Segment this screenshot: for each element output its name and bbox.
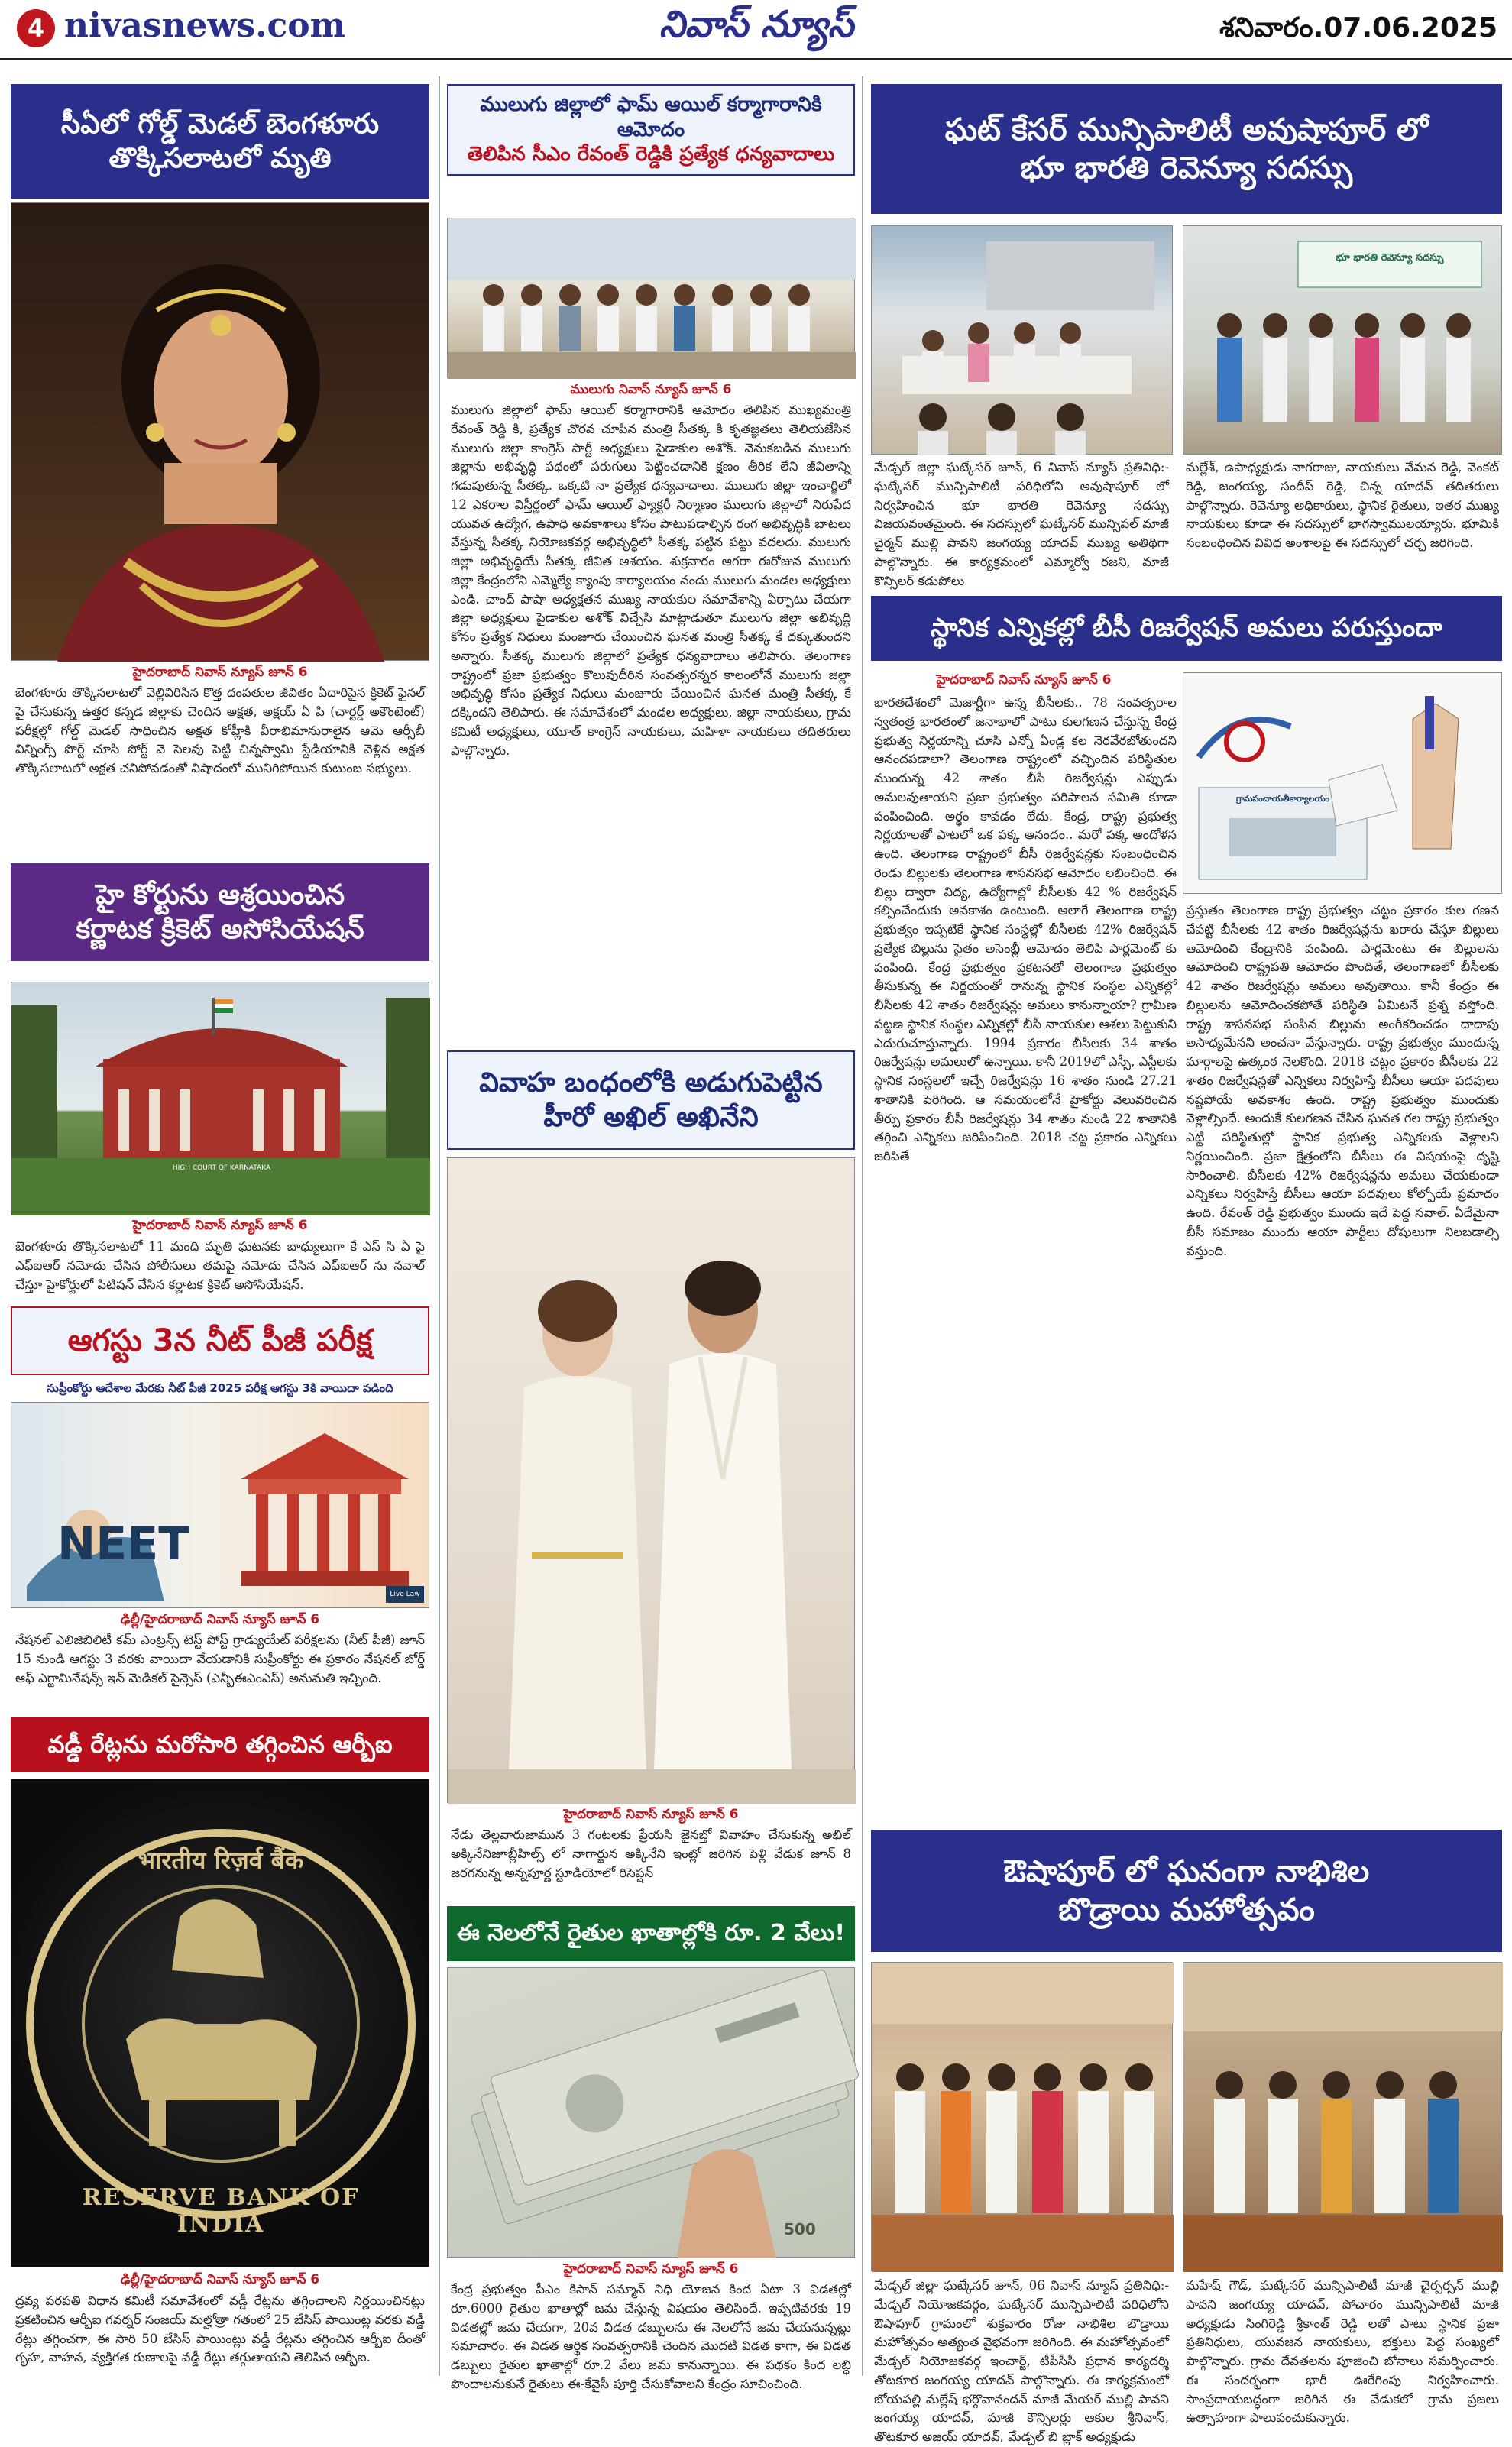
bc-dateline: హైదరాబాద్ నివాస్ న్యూస్ జూన్ 6 xyxy=(936,672,1112,688)
page-number-badge: 4 xyxy=(17,9,55,47)
bonalu-body-right: మహేష్ గౌడ్, ఘట్కేసర్ మున్సిపాలిటీ మాజీ చైర్పర్సన్ ముల్లి పావని జంగయ్య యాదవ్, పోచారం మున్సిపాలిటీ మాజీ అధ్యక్షుడు సింగిరెడ్డి శ్రీకాంత్ రెడ్డి లతో పాటు స్థానిక ప్రజా ప్రతినిధులు, యువజన నాయకులు, భక్తులు పెద్ద సంఖ్యలో పాల్గొన్నారు. గ్రామ దేవతలను పూజించి బోనాలు సమర్పించారు. ఈ సందర్భంగా భారీ ఊరేగింపు నిర్వహించారు. సాంప్రదాయబద్ధంగా జరిగిన ఈ వేడుకలో గ్రామ ప్రజలు ఉత్సాహంగా పాలుపంచుకున్నారు. xyxy=(1186,2278,1499,2426)
column-rule xyxy=(439,76,440,2376)
note-denomination: 500 xyxy=(784,2220,816,2238)
rbi-headline: వడ్డీ రేట్లను మరోసారి తగ్గించిన ఆర్బీఐ xyxy=(11,1717,429,1772)
headline-line: తొక్కిసలాటలో మృతి xyxy=(108,143,332,174)
neet-dateline: ఢిల్లీ/హైదరాబాద్ నివాస్ న్యూస్ జూన్ 6 xyxy=(120,1612,320,1627)
panchayat-voting-photo xyxy=(1183,672,1502,894)
paper-logo: నివాస్ న్యూస్ xyxy=(659,3,854,46)
currency-notes-photo xyxy=(447,1967,855,2258)
farmers-headline: ఈ నెలలోనే రైతుల ఖాతాల్లోకి రూ. 2 వేలు! xyxy=(447,1906,855,1961)
court-sign: HIGH COURT OF KARNATAKA xyxy=(172,1164,271,1172)
panchayat-sign: గ్రామపంచాయతీకార్యాలయం xyxy=(1235,794,1330,804)
mulugu-group-photo xyxy=(447,218,855,378)
headline-line: ఔషాపూర్ లో ఘనంగా నాభిశిల xyxy=(1003,1854,1370,1889)
gold-medal-headline xyxy=(11,84,429,199)
gold-medal-body: బెంగళూరు తొక్కిసలాటలో వెల్లివిరిసిన కొత్త దంపతుల జీవితం ఏదారిపైన క్రికెట్ ఫైనల్ పై చేసుకున్న ఉత్తర కన్నడ జిల్లాకు చెందిన అక్షత, అక్షయ్ ఏ పి (చార్టర్డ్ అకౌంటెంట్) పరీక్షల్లో గోల్డ్ మెడల్ సాధించిన అక్షత కోహ్లీకి వీరాభిమానురాలైన ఆమె ఆర్సీబీ విన్నింగ్స్ పొర్ట్ చూసి పోర్ట్ వె సెలవు పెట్టి చిన్నస్వామి స్టేడియానికి వెళ్లిన అక్షత తొక్కిసలాటలో అక్షత చనిపోవడంతో విషాదంలో మునిగిపోయిన కుటుంబ సభ్యులు. xyxy=(15,685,425,775)
rbi-seal-photo xyxy=(11,1779,429,2267)
bonalu-body-left: మేడ్చల్ జిల్లా ఘట్కేసర్ జూన్, 06 నివాస్ న్యూస్ ప్రతినిధి:- మేడ్చల్ నియోజకవర్గం, ఘట్కేసర్ మున్సిపాలిటీ పరిధిలోని ఔషాపూర్ గ్రామంలో శుక్రవారం రోజు నాభిశిల బొడ్రాయి మహోత్సవం అత్యంత వైభవంగా జరిగింది. ఈ మహోత్సవంలో మేడ్చల్ నియోజకవర్గ ఇంచార్జ్, టీపీసీసీ ప్రధాన కార్యదర్శి తోటకూర జంగయ్య యాదవ్ పాల్గొన్నారు. ఈ కార్యక్రమంలో బోయపల్లి మల్లేష్ భర్గొవానందన్ మాజీ మేయర్ ముల్లి పావని జంగయ్య యాదవ్, మాజీ కౌన్సిలర్లు ఆకుల శ్రీనివాస్, తొటకూర అజయ్ యాదవ్, మేడ్చల్ బి బ్లాక్ అధ్యక్షుడు xyxy=(874,2278,1169,2444)
rbi-seal-top-text: भारतीय रिज़र्व बैंक xyxy=(138,1846,304,1875)
mulugu-dateline: ములుగు నివాస్ న్యూస్ జూన్ 6 xyxy=(570,382,732,397)
meeting-illustration xyxy=(872,226,1174,455)
bc-body-left: భారతదేశంలో మెజార్టీగా ఉన్న బీసీలకు.. 78 సంవత్సరాల స్వతంత్ర భారతంలో జనాభాలో పాటు కులగణన చేస్తున్న కేంద్ర ప్రభుత్వ నిర్ణయాన్ని చూసి ఎన్నో ఏండ్ల కల నెరవేరబోతుందని ఆనందపడాలా? తెలంగాణ రాష్ట్రంలో వచ్చిందిన పరిస్థితుల ముందున్న 42 శాతం బీసీ రిజర్వేషన్లు ఎప్పుడు అమలవుతాయని ప్రజా ప్రభుత్వం పరిపాలన సమితి కూడా పంపించింది. అర్థం కావడం లేదు. కేంద్ర, రాష్ట్ర ప్రభుత్వ నిర్ణయాలతో పాటలో ఒక పక్క ఆనందం.. మరో పక్క ఆందోళన ఉంది. తెలంగాణ రాష్ట్రంలో బీసీ రిజర్వేషన్లకు సంబంధించిన రెండు బిల్లులకు తెలంగాణ శాసనసభ ఆమోదం లభించింది. ఈ బిల్లు ద్వారా విద్య, ఉద్యోగాల్లో బీసీలకు 42 % రిజర్వేషన్ కల్పించేందుకు అవకాశం ఉంటుంది. అలాగే తెలంగాణ రాష్ట్ర ప్రభుత్వం ఇప్పటికే స్థానిక సంస్థల్లో బీసీలకు 42% రిజర్వేషన్ ప్రత్యేక బిల్లును సైతం అసెంబ్లీ ఆమోదం తెలిపి పార్లమెంట్ కు పంపింది. కేంద్ర ప్రభుత్వం ప్రకటనతో తెలంగాణ ప్రభుత్వం తీసుకున్న ఈ నిర్ణయంతో రానున్న స్థానిక సంస్థల ఎన్నికల్లో బీసీలకు 42 శాతం రిజర్వేషన్లు అమలు కానున్నాయా? గ్రామీణ పట్టణ స్థానిక సంస్థల ఎన్నికల్లో బీసీ నాయకుల ఆశలు పెట్టుకుని ఎదురుచూస్తున్నారు. 1994 ప్రకారం బీసీలకు 34 శాతం రిజర్వేషన్లు అమలులో ఉన్నాయి. కానీ 2019లో ఎస్సీ, ఎస్టీలకు స్థానిక సంస్థలలో ఇచ్చే రిజర్వేషన్లు 16 శాతం నుండి 27.21 శాతానికి పెరిగింది. ఆ సమయంలోనే హైకోర్టు వెలువరించిన తీర్పు ప్రకారం బీసీ రిజర్వేషన్లు 34 శాతం నుండి 22 శాతానికి తగ్గించి ఎన్నికలు జరిపించింది. 2018 చట్ట ప్రకారం ఎన్నికలు జరిపితే xyxy=(874,695,1177,1164)
site-name[interactable]: nivasnews.com xyxy=(64,6,346,45)
festival-crowd-photo-2 xyxy=(1183,1962,1502,2271)
headline-line: సీఏలో గోల్డ్ మెడల్ బెంగళూరు xyxy=(60,108,380,140)
akhil-body: నేడు తెల్లవారుజామున 3 గంటలకు ప్రేయసి జైనబ్తో వివాహం చేసుకున్న అఖిల్ అక్కినేనిజూబ్లీహిల్స్ లో నాగార్జున అక్కినేని ఇంట్లో జరిగిన పెళ్లి వేడుక జూన్ 8 జరగనున్న అన్నపూర్ణ స్టూడియోలో రిసెప్షన్ xyxy=(451,1827,851,1880)
column-rule xyxy=(862,76,863,2376)
neet-body: నేషనల్ ఎలిజిబిలిటీ కమ్ ఎంట్రన్స్ టెస్ట్ పోస్ట్ గ్రాడ్యుయేట్ పరీక్షలను (నీట్ పీజీ) జూన్ 15 నుండి ఆగస్టు 3 వరకు వాయిదా వేయడానికి సుప్రీంకోర్టు ఈ ప్రకారం నేషనల్ బోర్డ్ ఆఫ్ ఎగ్జామినేషన్స్ ఇన్ మెడికల్ సైన్సెస్ (ఎన్బీఈఎంఎస్) అనుమతి ఇచ్చింది. xyxy=(15,1633,425,1685)
mulugu-headline xyxy=(447,84,855,176)
revenue-officials-photo xyxy=(1183,225,1502,455)
festival-crowd-photo-1 xyxy=(871,1962,1173,2271)
ghatkesar-headline xyxy=(871,84,1502,214)
live-law-badge: Live Law xyxy=(386,1586,424,1603)
rbi-dateline: ఢిల్లీ/హైదరాబాద్ నివాస్ న్యూస్ జూన్ 6 xyxy=(120,2272,320,2287)
revenue-meeting-photo xyxy=(871,225,1173,455)
bonalu-headline xyxy=(871,1830,1502,1952)
ghatkesar-body-right: మల్లేశ్, ఉపాధ్యక్షుడు నాగరాజు, నాయకులు వేమన రెడ్డి, వెంకట్ రెడ్డి, జంగయ్య, సందీప్ రెడ్డి, చిన్న యాదవ్ తదితరులు పాల్గొన్నారు. రెవెన్యూ అధికారులు, స్థానిక రైతులు, ఇతర ముఖ్య నాయకులు కూడా ఈ సదస్సులో భాగస్వాములయ్యారు. భూమికి సంబంధించిన వివిధ అంశాలపై ఈ సదస్సులో చర్చ జరిగింది. xyxy=(1186,460,1499,550)
neet-supreme-court-photo xyxy=(11,1402,429,1608)
bride-portrait-illustration xyxy=(11,203,430,662)
neet-headline: ఆగస్టు 3న నీట్ పీజీ పరీక్ష xyxy=(11,1306,429,1375)
neet-illustration xyxy=(11,1403,430,1609)
headline-line: వివాహ బంధంలోకి అడుగుపెట్టిన xyxy=(479,1067,823,1099)
mulugu-body: ములుగు జిల్లాలో ఫామ్ ఆయిల్ కర్మాగారానికి ఆమోదం తెలిపిన ముఖ్యమంత్రి రేవంత్ రెడ్డి కి, ప్రత్యేక చొరవ చూపిన మంత్రి సీతక్క కి కృతజ్ఞతలు తెలియజేసిన ములుగు జిల్లా కాంగ్రెస్ పార్టీ అధ్యక్షులు పైడాకుల అశోక్. వెనుకబడిన ములుగు జిల్లాను అభివృద్ధి పథంలో పరుగులు పెట్టించడానికి క్షణం తీరిక లేని జీవితాన్ని గడుపుతున్న సీతక్క. ఒక్కటి నా ప్రత్యేక ధన్యవాదాలు. ములుగు జిల్లా ఇంచార్జిలో 12 ఎకరాల విస్తీర్ణంలో ఫామ్ ఆయిల్ ఫ్యాక్టరీ నిర్మాణం ములుగు జిల్లాలో నిరుపేద యువత ఉద్యోగ, ఉపాధి అవకాశాలు కోసం పాటుపడాల్సిన రంగ అభివృద్ధికి బాటలు వేస్తున్న సీతక్క నియోజకవర్గ అభివృద్ధిలో సీతక్క పట్టిన పట్టు వదలదు. ములుగు జిల్లా అభివృద్ధియే సీతక్క జీవిత ఆశయం. శుక్రవారం ఆగరా ఈరోజున ములుగు జిల్లా కేంద్రంలోని ఎమ్మెల్యే క్యాంపు కార్యాలయం నందు ములుగు మండల అధ్యక్షులు ఎండి. చాంద్ పాషా అధ్యక్షతన ముఖ్య నాయకుల సమావేశాన్ని ఏర్పాటు చేయగా జిల్లా అధ్యక్షులు పైడాకుల అశోక్ విచ్చేసి మాట్లాడుతూ ములుగు జిల్లా అభివృద్ధి కోసం ప్రత్యేక నిధులు మంజూరు చేయించిన ఘనత మంత్రి సీతక్క కే దక్కుతుందని అన్నారు. సీతక్క ములుగు జిల్లాలో ప్రత్యేక ధన్యవాదాలు తెలిపారు. తెలంగాణ రాష్ట్రంలో ప్రజా ప్రభుత్వం కొలువుదీరిన సంవత్సరన్నర కాలంలోనే ములుగు జిల్లా అభివృద్ధి కోసం ప్రత్యేక నిధులు మంజూరు చేయించిన ఘనత మంత్రి సీతక్క కే దక్కిందని తెలిపారు. ఈ సమావేశంలో మండల అధ్యక్షులు, జిల్లా నాయకులు, గ్రామ కమిటీ అధ్యక్షులు, యూత్ కాంగ్రెస్ నాయకులు, మహిళా నాయకులు తదితరులు పాల్గొన్నారు. xyxy=(451,403,851,758)
headline-line: బొడ్రాయి మహోత్సవం xyxy=(1058,1892,1315,1927)
revenue-banner-text: భూ భారతి రెవెన్యూ సదస్సు xyxy=(1336,252,1444,264)
headline-line: కర్ణాటక క్రికెట్ అసోసియేషన్ xyxy=(76,914,364,945)
farmers-body: కేంద్ర ప్రభుత్వం పీఎం కిసాన్ సమ్మాన్ నిధి యోజన కింద ఏటా 3 విడతల్లో రూ.6000 రైతుల ఖాతాల్లో జమ చేస్తున్న విషయం తెలిసిందే. ఇప్పటివరకు 19 విడతల్లో జమ చేయగా, 20వ విడత డబ్బులను ఈ నెలలోనే జమ చేయనున్నట్లు సమాచారం. ఈ విడత ఆర్థిక సంవత్సరానికి చెందిన మొదటి విడత కాగా, ఈ విడత డబ్బులు రైతుల ఖాతాల్లో రూ.2 వేలు జమ కానున్నాయి. ఈ పథకం కింద లబ్ధి పొందాలనుకునే రైతులు ఈ-కేవైసీ పూర్తి చేసుకోవాలని కేంద్రం సూచించింది. xyxy=(451,2282,851,2391)
festival-illustration xyxy=(1183,1963,1503,2272)
headline-line: హై కోర్టును ఆశ్రయించిన xyxy=(95,879,345,911)
gold-medal-dateline: హైదరాబాద్ నివాస్ న్యూస్ జూన్ 6 xyxy=(132,665,308,680)
akhil-headline xyxy=(447,1050,855,1150)
high-court-building-photo xyxy=(11,982,429,1215)
farmers-dateline: హైదరాబాద్ నివాస్ న్యూస్ జూన్ 6 xyxy=(563,2261,739,2277)
group-photo-illustration xyxy=(448,218,856,379)
headline-line: హీరో అఖిల్ అఖినేని xyxy=(543,1102,759,1133)
wedding-illustration xyxy=(448,1158,856,1804)
festival-illustration xyxy=(872,1963,1174,2272)
headline-line: ఘట్ కేసర్ మున్సిపాలిటీ అవుషాపూర్ లో xyxy=(944,112,1429,147)
high-court-dateline: హైదరాబాద్ నివాస్ న్యూస్ జూన్ 6 xyxy=(132,1218,308,1233)
neet-image-text: NEET xyxy=(57,1517,190,1571)
high-court-body: బెంగళూరు తొక్కిసలాటలో 11 మంది మృతి ఘటనకు బాధ్యులుగా కే ఎస్ సి ఏ పై ఎఫ్ఐఆర్ నమోదు చేసిన పోలీసులు తమపై నమోదు చేసిన ఎఫ్ఐఆర్ ను నవాల్ చేస్తూ హైకోర్టులో పిటిషన్ వేసిన కర్ణాటక క్రికెట్ అసోసియేషన్. xyxy=(15,1239,425,1292)
rbi-seal-bottom-text: RESERVE BANK OF INDIA xyxy=(82,2184,360,2238)
masthead xyxy=(0,0,1512,60)
bride-portrait-photo xyxy=(11,202,429,661)
high-court-headline xyxy=(11,863,429,961)
neet-subhead: సుప్రీంకోర్టు ఆదేశాల మేరకు నీట్ పీజీ 2025 పరీక్ష ఆగస్టు 3కి వాయిదా పడింది xyxy=(47,1381,393,1395)
headline-line: ములుగు జిల్లాలో ఫామ్ ఆయిల్ కర్మాగారానికి ఆమోదం xyxy=(480,93,822,141)
court-building-illustration xyxy=(11,982,430,1215)
wedding-photo xyxy=(447,1157,855,1803)
bc-reservation-headline: స్థానిక ఎన్నికల్లో బీసీ రిజర్వేషన్ అమలు పరుస్తుందా xyxy=(871,596,1502,661)
headline-line: తెలిపిన సీఎం రేవంత్ రెడ్డికి ప్రత్యేక ధన్యవాదాలు xyxy=(467,143,835,167)
akhil-dateline: హైదరాబాద్ నివాస్ న్యూస్ జూన్ 6 xyxy=(563,1807,739,1822)
bc-body-right: ప్రస్తుతం తెలంగాణ రాష్ట్ర ప్రభుత్వం చట్టం ప్రకారం కుల గణన చేపట్టి బీసీలకు 42 శాతం రిజర్వేషన్లను ఖరారు చేస్తూ బిల్లులు ఆమోదించి కేంద్రానికి పంపింది. పార్లమెంటు ఈ బిల్లులను ఆమోదించి రాష్ట్రపతి ఆమోదం పొందితే, తెలంగాణలో బీసీలకు 42 శాతం రిజర్వేషన్లు అమలు అవుతాయి. కానీ కేంద్రం ఈ బిల్లులను ఆమోదించకపోతే పరిస్థితి ఏమిటనే ప్రశ్న వస్తోంది. రాష్ట్ర శాసనసభ పంపిన బిల్లును అంగీకరించడం దాదాపు అసాధ్యమేనని అంచనా వేస్తున్నారు. రాష్ట్ర ప్రభుత్వం ముందున్న మార్గాలపై ఉత్కంఠ నెలకొంది. 2018 చట్టం ప్రకారం బీసీలకు 22 శాతం రిజర్వేషన్లతో ఎన్నికలు నిర్వహిస్తే బీసీలు ఆయా పదవులు నష్టపోయే అవకాశం ఉంది. రాష్ట్ర ప్రభుత్వం ముందుకు వెళ్లాల్సిందే. అందుకే కులగణన చేసిన ఘనత గల రాష్ట్ర ప్రభుత్వం ఎట్టి పరిస్థితుల్లో స్థానిక ప్రభుత్వ ఎన్నికలకు వెళ్లాలని నిర్ణయించింది. ప్రజా క్షేత్రంలోని బీసీలు ఈ విషయంపై దృష్టి సారించాలి. బీసీలకు 42% రిజర్వేషన్లను అమలు చేయకుండా ఎన్నికలు నిర్వహిస్తే బీసీలు ఆయా పదవులు కోల్పోయే ప్రమాదం ఉంది. రేవంత్ రెడ్డి ప్రభుత్వం ముందు ఇదే పెద్ద సవాల్. ఏదేమైనా బీసీ సమాజం ముందు ఆయా పార్టీలు దోషులుగా నిలబడాల్సి వస్తుంది. xyxy=(1186,903,1499,1258)
currency-illustration xyxy=(448,1968,856,2258)
rbi-body: ద్రవ్య పరపతి విధాన కమిటీ సమావేశంలో వడ్డీ రేట్లను తగ్గించాలని నిర్ణయించినట్లు ప్రకటించిన ఆర్బీఐ గవర్నర్ సంజయ్ మల్హోత్రా గతంలో 25 బేసిస్ పాయింట్ల వరకు వడ్డీ రేట్లు తగ్గించగా, ఈ సారి 50 బేసిస్ పాయింట్లు వడ్డీ రేట్లను తగ్గించిన ఆర్బీఐ దీంతో గృహ, వాహన, వ్యక్తిగత రుణాలపై వడ్డీ రేట్లు తగ్గుతాయని తెలిపిన ఆర్బీఐ. xyxy=(15,2293,425,2365)
voting-illustration xyxy=(1183,673,1503,895)
issue-date: శనివారం.07.06.2025 xyxy=(1219,12,1497,44)
ghatkesar-body-left: మేడ్చల్ జిల్లా ఘట్కేసర్ జూన్, 6 నివాస్ న్యూస్ ప్రతినిధి:- ఘట్కేసర్ మున్సిపాలిటీ పరిధిలోని అవుషాపూర్ లో నిర్వహించిన భూ భారతి రెవెన్యూ సదస్సు విజయవంతమైంది. ఈ సదస్సులో ఘట్కేసర్ మున్సిపల్ మాజీ ఛైర్మన్ ముల్లి పావని జంగయ్య యాదవ్ ముఖ్య అతిథిగా పాల్గొన్నారు. ఈ కార్యక్రమంలో ఎమ్మార్వో రజని, మాజీ కౌన్సిలర్ కడుపోలు xyxy=(874,460,1169,588)
headline-line: భూ భారతి రెవెన్యూ సదస్సు xyxy=(1020,151,1353,186)
